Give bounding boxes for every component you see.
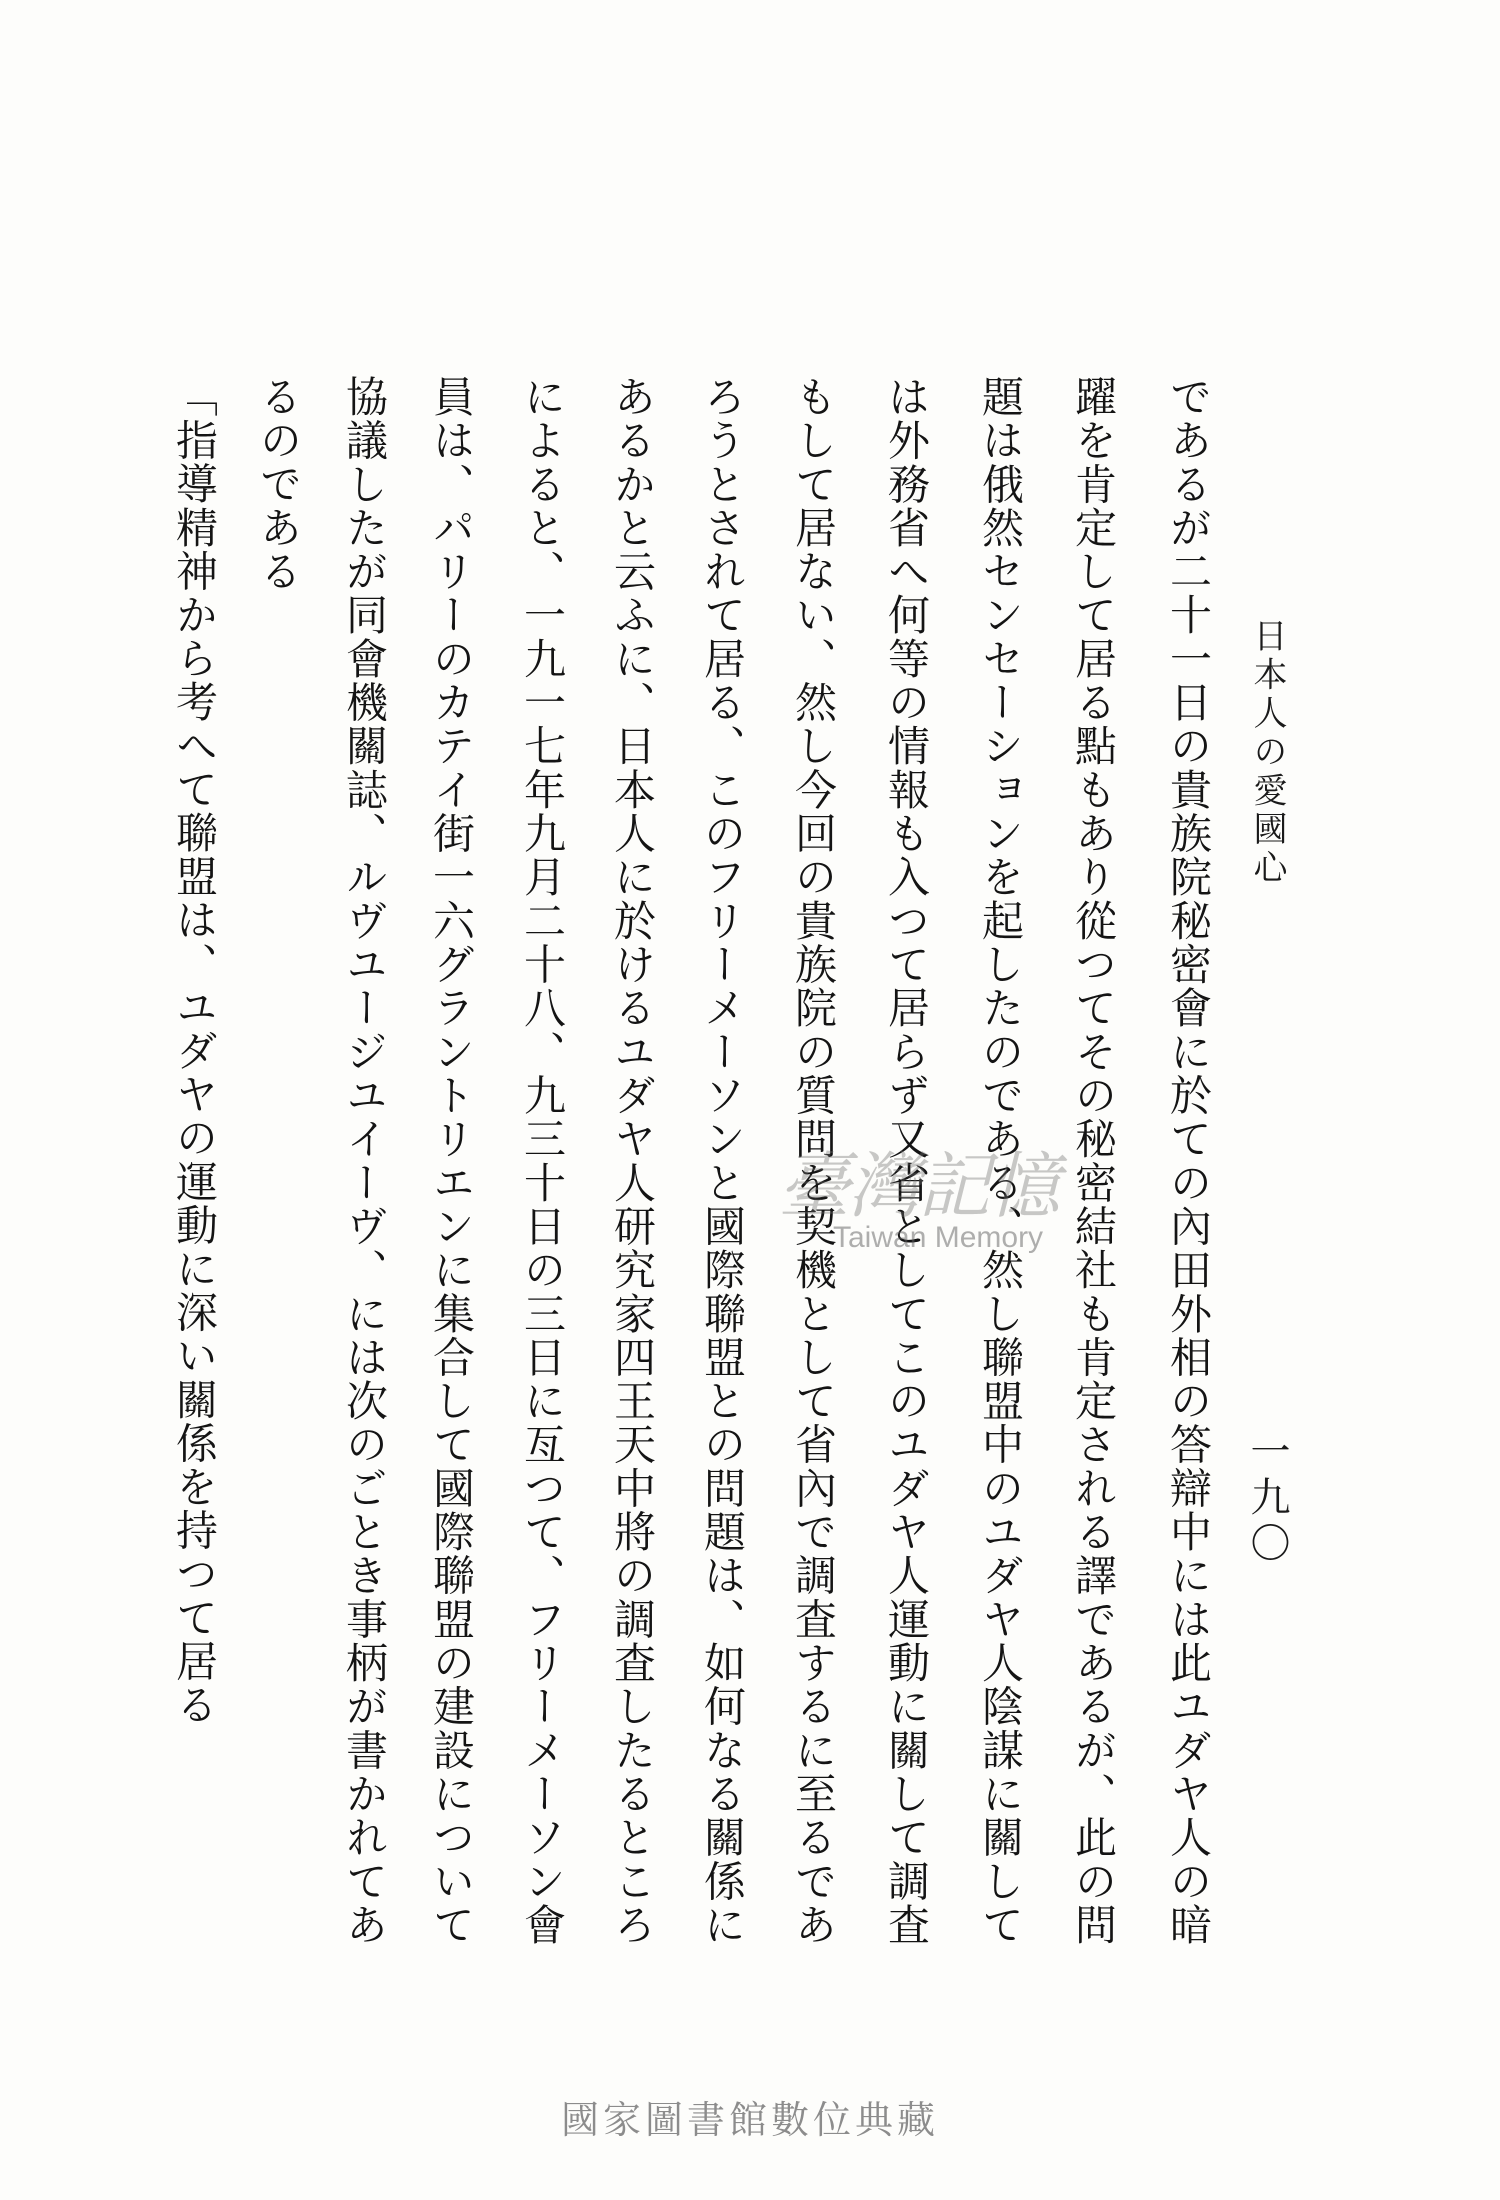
quote-column: 「指導精神から考へて聯盟は、ユダヤの運動に深い關係を持つて居る <box>170 375 219 1727</box>
text-column: であるが二十一日の貴族院秘密會に於ての內田外相の答辯中には此ユダヤ人の暗 <box>1164 375 1213 1945</box>
text-column: 躍を肯定して居る點もあり從つてその秘密結社も肯定される譯であるが、此の問 <box>1069 375 1118 1945</box>
text-column: 員は、パリーのカテイ街一六グラントリエンに集合して國際聯盟の建設について <box>427 375 476 1945</box>
page-number: 一九〇 <box>1244 1430 1290 1568</box>
footer-caption: 國家圖書館數位典藏 <box>560 2098 939 2142</box>
watermark-subtext: Taiwan Memory <box>833 1221 1044 1254</box>
text-column: 題は俄然センセーションを起したのである、然し聯盟中のユダヤ人陰謀に關して <box>976 375 1025 1945</box>
text-column: は外務省へ何等の情報も入つて居らず又省としてこのユダヤ人運動に關して調査 <box>882 375 931 1945</box>
text-column: るのである <box>254 375 303 593</box>
text-column: ろうとされて居る、このフリーメーソンと國際聯盟との問題は、如何なる關係に <box>698 375 747 1945</box>
text-column: 協議したが同會機關誌、ルヴユージユイーヴ、には次のごとき事柄が書かれてあ <box>340 375 389 1945</box>
text-column: あるかと云ふに、日本人に於けるユダヤ人研究家四王天中將の調査したるところ <box>608 375 657 1945</box>
running-head: 日本人の愛國心 <box>1247 618 1287 889</box>
text-column: もして居ない、然し今回の貴族院の質問を契機として省內で調査するに至るであ <box>789 375 838 1945</box>
text-column: によると、一九一七年九月二十八、九三十日の三日に亙つて、フリーメーソン會 <box>518 375 567 1945</box>
watermark-logo: 臺灣記憶 <box>778 1144 1059 1228</box>
